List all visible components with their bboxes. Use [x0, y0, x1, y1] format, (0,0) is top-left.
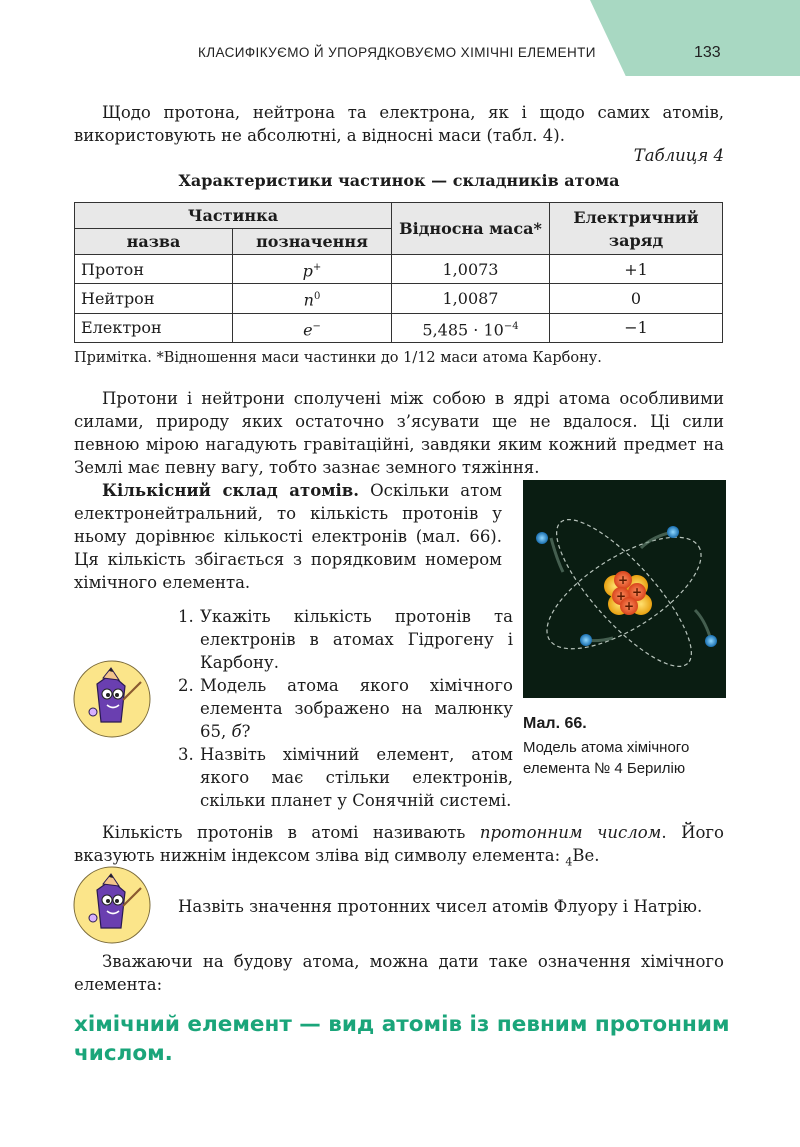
list-item: 3. Назвіть хімічний елемент, атом якого має стільки електронів, скільки планет у Сонячній системі.	[178, 745, 513, 810]
proton-mark: +	[617, 573, 629, 587]
proton-mark: +	[615, 589, 627, 603]
figure-caption-text: Модель атома хімічного елемента № 4 Берилію	[523, 739, 690, 777]
cell-charge: 0	[550, 284, 723, 313]
page-number: 133	[694, 44, 721, 61]
list-item: 1. Укажіть кількість протонів та електронів в атомах Гідрогену і Карбону.	[178, 607, 513, 672]
header-charge: Електричний заряд	[550, 203, 723, 255]
intro-paragraph: Щодо протона, нейтрона та електрона, як і щодо самих атомів, використовують не абсолютні, а відносні маси (табл. 4).	[74, 103, 724, 145]
definition-highlight: хімічний елемент — вид атомів із певним протонним числом.	[74, 1012, 730, 1066]
task-text: Назвіть значення протонних чисел атомів Флуору і Натрію.	[178, 897, 703, 916]
questions-list	[178, 605, 513, 812]
cell-mass: 1,0087	[392, 284, 550, 313]
table-row	[75, 313, 723, 342]
cell-name: Нейтрон	[75, 284, 233, 313]
proton-mark: +	[631, 585, 643, 599]
composition-text: Оскільки атом електронейтральний, то кількість протонів у ньому дорівнює кількості електронів (мал. 66). Ця кількість збігається з порядковим номером хімічного елемента.	[74, 481, 502, 592]
particles-table	[74, 202, 723, 343]
forces-paragraph: Протони і нейтрони сполучені між собою в ядрі атома особливими силами, природу яких остаточно з’ясувати ще не вдалося. Ці сили певною мірою нагадують гравітаційні, завдяки яким кожний предмет на Землі має певну вагу, тобто зазнає земного тяжіння.	[74, 389, 724, 477]
definition-intro: Зважаючи на будову атома, можна дати таке означення хімічного елемента:	[74, 952, 724, 994]
cell-symbol: e−	[233, 313, 392, 342]
table-row	[75, 284, 723, 313]
composition-paragraph	[74, 479, 502, 594]
cell-symbol: p+	[233, 255, 392, 284]
table-note: Примітка. *Відношення маси частинки до 1/12 маси атома Карбону.	[74, 350, 602, 366]
cell-charge: −1	[550, 313, 723, 342]
table-row	[75, 255, 723, 284]
chapter-title: КЛАСИФІКУЄМО Й УПОРЯДКОВУЄМО ХІМІЧНІ ЕЛЕМЕНТИ	[198, 45, 596, 60]
proton-number-term: протонним числом	[479, 823, 662, 842]
proton-mark: +	[623, 599, 635, 613]
figure-caption-title: Мал. 66.	[523, 715, 587, 732]
header-particle: Частинка	[75, 203, 392, 229]
proton-number-paragraph: Кількість протонів в атомі називають протонним числом. Його вказують нижнім індексом зліва від символу елемента: $_4$Be.	[74, 823, 724, 869]
table-label: Таблиця 4	[633, 146, 724, 165]
header-tab	[590, 0, 800, 76]
table-title: Характеристики частинок — складників атома	[178, 171, 620, 190]
list-item: 2. Модель атома якого хімічного елемента зображено на малюнку 65, б?	[178, 676, 513, 741]
header-mass: Відносна маса*	[392, 203, 550, 255]
header-name: назва	[75, 229, 233, 255]
cell-charge: +1	[550, 255, 723, 284]
cell-mass: 1,0073	[392, 255, 550, 284]
composition-heading: Кількісний склад атомів.	[102, 481, 360, 500]
atom-model-image	[523, 480, 726, 698]
pencil-mascot-icon	[73, 866, 151, 944]
header-symbol: позначення	[233, 229, 392, 255]
cell-symbol: $n^0$	[233, 284, 392, 313]
cell-mass: $5,485 \cdot 10^{-4}$	[392, 313, 550, 342]
cell-name: Електрон	[75, 313, 233, 342]
pencil-mascot-icon	[73, 660, 151, 738]
cell-name: Протон	[75, 255, 233, 284]
